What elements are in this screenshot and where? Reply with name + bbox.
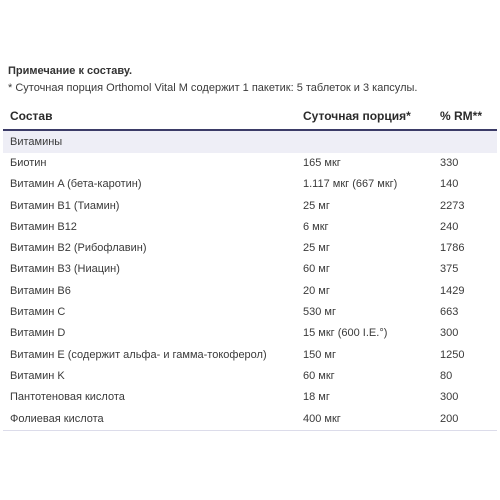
row-ingredient: Витамин B2 (Рибофлавин)	[10, 242, 147, 255]
row-ingredient: Витамин B12	[10, 220, 77, 233]
row-rm-percent: 1429	[440, 284, 465, 297]
table-row	[3, 174, 497, 195]
row-daily-portion: 60 мкг	[303, 369, 335, 382]
row-rm-percent: 240	[440, 220, 459, 233]
row-daily-portion: 400 мкг	[303, 412, 341, 425]
row-daily-portion: 15 мкг (600 I.E.°)	[303, 327, 388, 340]
table-row	[3, 238, 497, 259]
row-rm-percent: 2273	[440, 199, 465, 212]
row-rm-percent: 300	[440, 327, 459, 340]
table-body	[3, 153, 497, 430]
row-ingredient: Витамин B3 (Ниацин)	[10, 263, 120, 276]
header-composition: Состав	[10, 109, 53, 123]
row-daily-portion: 150 мг	[303, 348, 336, 361]
row-ingredient: Витамин B1 (Тиамин)	[10, 199, 120, 212]
section-vitamins	[3, 131, 497, 153]
composition-table	[3, 103, 497, 431]
row-rm-percent: 375	[440, 263, 459, 276]
row-ingredient: Витамин K	[10, 369, 65, 382]
table-row	[3, 259, 497, 280]
row-daily-portion: 165 мкг	[303, 157, 341, 169]
row-daily-portion: 20 мг	[303, 284, 330, 297]
row-rm-percent: 1250	[440, 348, 465, 361]
table-bottom-rule	[3, 430, 497, 431]
row-daily-portion: 60 мг	[303, 263, 330, 276]
row-rm-percent: 330	[440, 157, 459, 169]
row-daily-portion: 25 мг	[303, 242, 330, 255]
row-ingredient: Биотин	[10, 157, 47, 169]
row-ingredient: Фолиевая кислота	[10, 412, 104, 425]
table-row	[3, 366, 497, 387]
table-row	[3, 345, 497, 366]
row-ingredient: Витамин A (бета-каротин)	[10, 178, 142, 191]
row-daily-portion: 530 мг	[303, 306, 336, 319]
table-header	[3, 103, 497, 131]
composition-note	[8, 64, 492, 96]
table-row	[3, 153, 497, 174]
row-rm-percent: 663	[440, 306, 459, 319]
section-label: Витамины	[10, 136, 63, 148]
row-rm-percent: 200	[440, 412, 459, 425]
note-title: Примечание к составу.	[8, 65, 133, 77]
row-daily-portion: 25 мг	[303, 199, 330, 212]
row-rm-percent: 1786	[440, 242, 465, 255]
row-ingredient: Витамин B6	[10, 284, 71, 297]
table-row	[3, 302, 497, 323]
table-row	[3, 387, 497, 408]
table-row	[3, 409, 497, 430]
note-text: * Суточная порция Orthomol Vital M содержит 1 пакетик: 5 таблеток и 3 капсулы.	[8, 82, 418, 94]
row-ingredient: Витамин C	[10, 306, 66, 319]
row-ingredient: Витамин D	[10, 327, 66, 340]
table-row	[3, 217, 497, 238]
header-rm-percent: % RM**	[440, 109, 483, 123]
row-ingredient: Пантотеновая кислота	[10, 391, 125, 404]
row-rm-percent: 300	[440, 391, 459, 404]
row-ingredient: Витамин E (содержит альфа- и гамма-токоферол)	[10, 348, 267, 361]
row-daily-portion: 18 мг	[303, 391, 330, 404]
row-rm-percent: 140	[440, 178, 459, 191]
table-row	[3, 323, 497, 344]
table-row	[3, 196, 497, 217]
row-daily-portion: 6 мкг	[303, 220, 329, 233]
header-daily-portion: Суточная порция*	[303, 109, 411, 123]
row-daily-portion: 1.117 мкг (667 мкг)	[303, 178, 398, 191]
table-row	[3, 281, 497, 302]
row-rm-percent: 80	[440, 369, 453, 382]
